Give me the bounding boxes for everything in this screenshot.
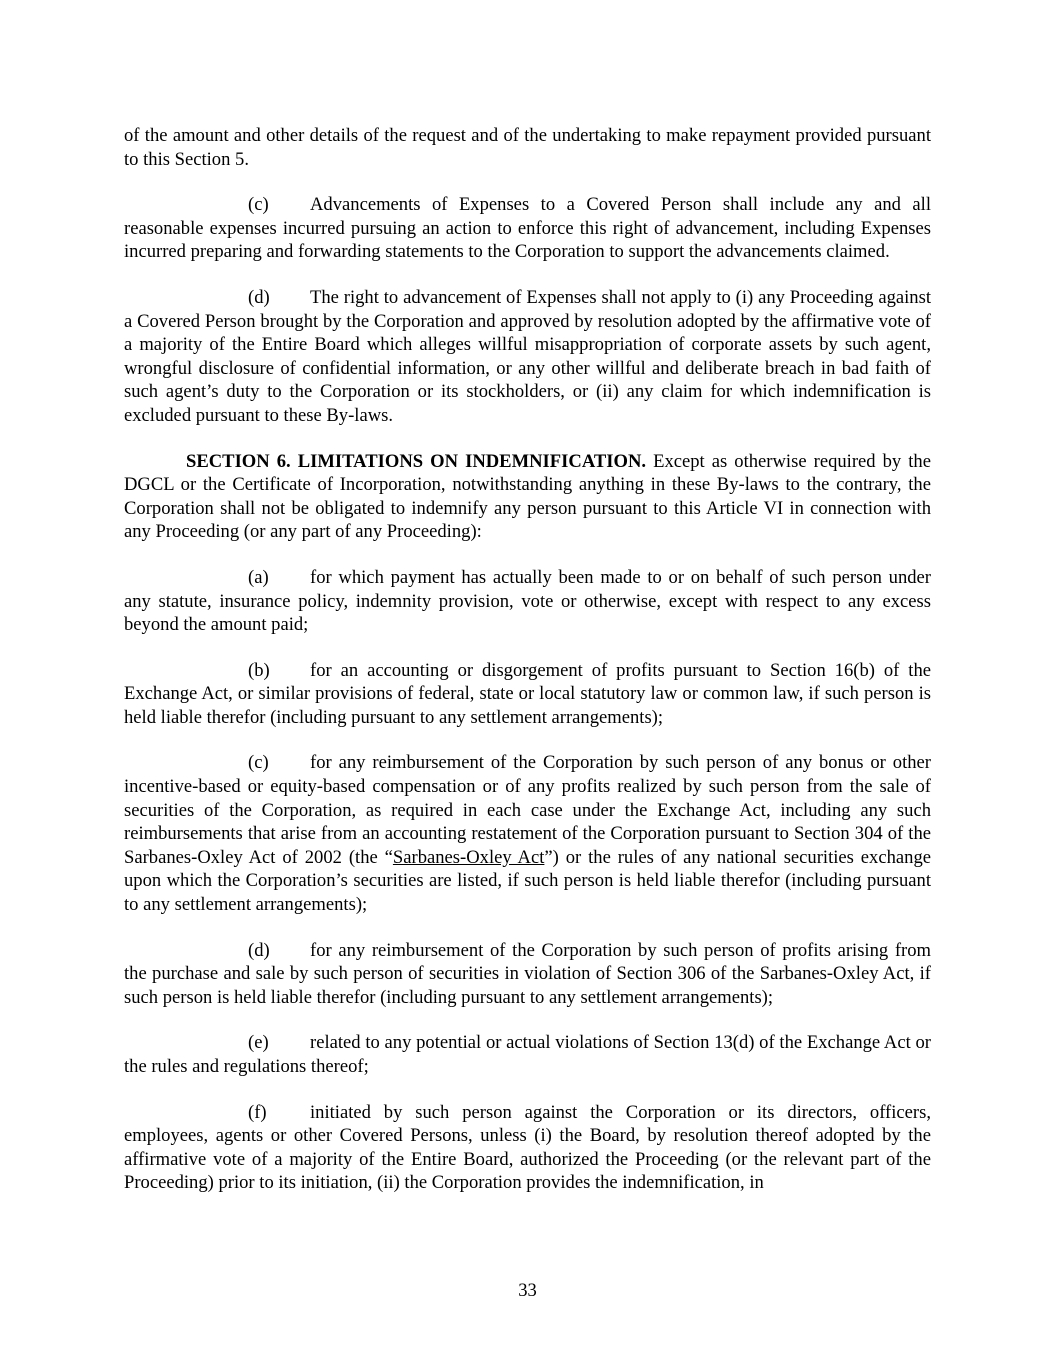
paragraph-text-after: ”) or the rules of any national securities exchange upon which the Corporation’s securities are listed, if such person is held liable therefor (including pursuant to any settlement arrangements);: [124, 846, 932, 916]
paragraph-text: Advancements of Expenses to a Covered Person shall include any and all reasonable expenses incurred pursuing an action to enforce this right of advancement, including Expenses incurred preparing and forwarding statements to the Corporation to support the advancements claimed.: [124, 194, 931, 263]
paragraph-text-before: for any reimbursement of the Corporation by such person of any bonus or other incentive-based or equity-based compensation or of any profits realized by such person from the sale of securities of the Corporation, as required in each case under the Exchange Act, including any such reimbursements that arise from an accounting restatement of the Corporation pursuant to Section 304 of the Sarbanes-Oxley Act of 2002 (the “: [124, 752, 931, 868]
paragraph-text: The right to advancement of Expenses shall not apply to (i) any Proceeding against a Covered Person brought by the Corporation and approved by resolution adopted by the affirmative vote of a majority of the Entire Board which alleges willful misappropriation of corporate assets by such agent, wrongful disclosure of confidential information, or any other willful and deliberate breach in bad faith of such agent’s duty to the Corporation or its stockholders, or (ii) any claim for which indemnification is excluded pursuant to these By-laws.: [124, 286, 931, 426]
limitation-paragraph-b: [124, 659, 931, 730]
continuation-paragraph: [124, 124, 931, 171]
paragraph-label: (c): [248, 752, 269, 774]
section-intro-text: Except as otherwise required by the DGCL or the Certificate of Incorporation, notwithstanding anything in these By-laws to the contrary, the Corporation shall not be obligated to indemnify any person pursuant to this Article VI in connection with any Proceeding (or any part of any Proceeding):: [124, 450, 931, 543]
paragraph-text: initiated by such person against the Corporation or its directors, officers, employees, agents or other Covered Persons, unless (i) the Board, by resolution thereof adopted by the affirmative vote of a majority of the Entire Board, authorized the Proceeding (or the relevant part of the Proceeding) prior to its initiation, (ii) the Corporation provides the indemnification, in: [124, 1101, 931, 1194]
advancement-paragraph-c: [124, 193, 931, 264]
paragraph-label: (a): [248, 566, 269, 588]
paragraph-text: for an accounting or disgorgement of profits pursuant to Section 16(b) of the Exchange Act, or similar provisions of federal, state or local statutory law or common law, if such person is held liable therefor (including pursuant to any settlement arrangements);: [124, 659, 931, 728]
paragraph-label: (f): [248, 1101, 267, 1123]
section-heading: SECTION 6. LIMITATIONS ON INDEMNIFICATION.: [186, 450, 647, 472]
page-number: 33: [518, 1280, 537, 1301]
paragraph-label: (b): [248, 659, 270, 681]
limitation-paragraph-e: [124, 1031, 931, 1078]
paragraph-label: (c): [248, 194, 269, 216]
limitation-paragraph-f: [124, 1101, 931, 1195]
limitation-paragraph-d: [124, 939, 931, 1010]
paragraph-label: (d): [248, 286, 270, 308]
defined-term: Sarbanes-Oxley Act: [392, 846, 545, 868]
paragraph-label: (e): [248, 1032, 269, 1054]
advancement-paragraph-d: [124, 286, 931, 428]
continuation-text: of the amount and other details of the request and of the undertaking to make repayment provided pursuant to this Section 5.: [124, 125, 931, 170]
limitation-paragraph-c: [124, 751, 931, 916]
paragraph-text: for any reimbursement of the Corporation by such person of profits arising from the purchase and sale by such person of securities in violation of Section 306 of the Sarbanes-Oxley Act, if such person is held liable therefor (including pursuant to any settlement arrangements);: [124, 939, 931, 1008]
paragraph-text: for which payment has actually been made to or on behalf of such person under any statute, insurance policy, indemnity provision, vote or otherwise, except with respect to any excess beyond the amount paid;: [124, 566, 931, 636]
limitation-paragraph-a: [124, 566, 931, 637]
section-6-paragraph: [124, 450, 931, 544]
paragraph-label: (d): [248, 939, 270, 961]
document-page: [124, 124, 931, 1217]
paragraph-text: related to any potential or actual violations of Section 13(d) of the Exchange Act or the rules and regulations thereof;: [124, 1032, 931, 1077]
